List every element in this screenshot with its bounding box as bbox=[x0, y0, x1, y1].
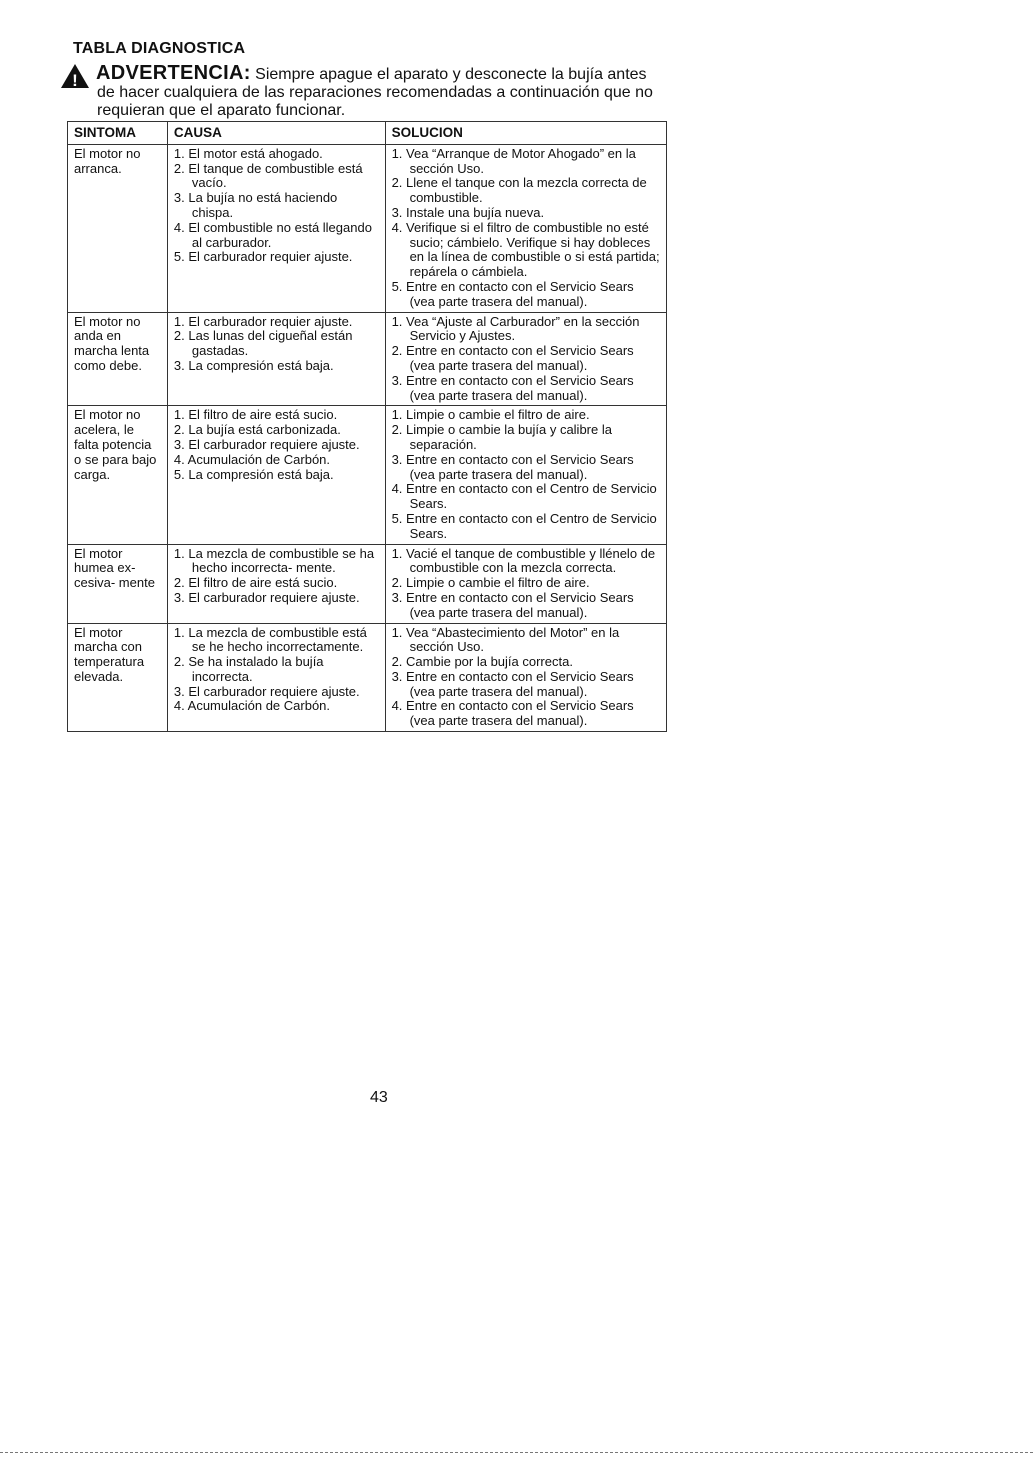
causa-item-text: 2. Se ha instalado la bujía incorrecta. bbox=[173, 654, 324, 684]
causa-item-text: 5. El carburador requier ajuste. bbox=[173, 249, 353, 265]
solucion-item-text: 2. Limpie o cambie el filtro de aire. bbox=[391, 575, 590, 591]
solucion-item bbox=[392, 576, 661, 591]
causa-item-text: 2. El filtro de aire está sucio. bbox=[173, 575, 338, 591]
causa-item-text: 4. El combustible no está llegando al carburador. bbox=[173, 219, 372, 250]
causa-item bbox=[174, 221, 380, 251]
solucion-item-text: 4. Entre en contacto con el Servicio Sears (vea parte trasera del manual). bbox=[391, 698, 634, 729]
causa-item bbox=[174, 547, 380, 577]
sintoma-cell: El motor no arranca. bbox=[68, 144, 168, 312]
solucion-item-text: 4. Verifique si el filtro de combustible no esté sucio; cámbielo. Verifique si hay dobleces en la línea de combustible o si está partida; repárela o cámbiela. bbox=[391, 219, 660, 280]
sintoma-cell: El motor humea ex- cesiva- mente bbox=[68, 544, 168, 623]
causa-item-text: 1. El carburador requier ajuste. bbox=[173, 313, 353, 329]
table-row bbox=[68, 312, 667, 406]
sintoma-cell: El motor no anda en marcha lenta como debe. bbox=[68, 312, 168, 406]
causa-item bbox=[174, 453, 380, 468]
causa-item bbox=[174, 147, 380, 162]
causa-cell bbox=[167, 544, 385, 623]
solucion-item bbox=[392, 374, 661, 404]
solucion-item bbox=[392, 482, 661, 512]
warning-triangle-icon bbox=[60, 63, 90, 89]
causa-item bbox=[174, 329, 380, 359]
causa-item bbox=[174, 626, 380, 656]
solucion-item-text: 5. Entre en contacto con el Servicio Sears (vea parte trasera del manual). bbox=[391, 278, 634, 309]
solucion-item-text: 3. Entre en contacto con el Servicio Sears (vea parte trasera del manual). bbox=[391, 668, 634, 699]
solucion-item bbox=[392, 408, 661, 423]
table-header-row bbox=[68, 122, 667, 145]
causa-item-text: 1. La mezcla de combustible está se he hecho incorrectamente. bbox=[173, 624, 367, 655]
page-cut-line bbox=[0, 1452, 1033, 1453]
causa-cell bbox=[167, 623, 385, 732]
solucion-item-text: 3. Instale una bujía nueva. bbox=[391, 204, 545, 220]
causa-item-text: 3. El carburador requiere ajuste. bbox=[173, 436, 360, 452]
header-causa: CAUSA bbox=[167, 122, 385, 145]
warning-first-line bbox=[96, 62, 647, 85]
solucion-item-text: 1. Limpie o cambie el filtro de aire. bbox=[391, 407, 590, 423]
causa-item-text: 4. Acumulación de Carbón. bbox=[173, 451, 331, 467]
solucion-item bbox=[392, 670, 661, 700]
solucion-item-text: 1. Vea “Abastecimiento del Motor” en la sección Uso. bbox=[391, 624, 620, 655]
table-body bbox=[68, 144, 667, 731]
causa-item bbox=[174, 423, 380, 438]
solucion-item-text: 2. Entre en contacto con el Servicio Sears (vea parte trasera del manual). bbox=[391, 343, 634, 373]
causa-item-text: 3. La bujía no está haciendo chispa. bbox=[173, 190, 338, 220]
causa-item-text: 3. El carburador requiere ajuste. bbox=[173, 589, 360, 605]
solucion-item-text: 1. Vacié el tanque de combustible y llénelo de combustible con la mezcla correcta. bbox=[391, 545, 656, 576]
causa-item-text: 1. El motor está ahogado. bbox=[173, 145, 323, 161]
table-row bbox=[68, 623, 667, 732]
solucion-item bbox=[392, 655, 661, 670]
solucion-item bbox=[392, 280, 661, 310]
solucion-item-text: 5. Entre en contacto con el Centro de Servicio Sears. bbox=[391, 510, 657, 541]
causa-item bbox=[174, 468, 380, 483]
sintoma-cell: El motor no acelera, le falta potencia o se para bajo carga. bbox=[68, 406, 168, 544]
header-sintoma: SINTOMA bbox=[68, 122, 168, 145]
causa-item bbox=[174, 250, 380, 265]
causa-item bbox=[174, 408, 380, 423]
causa-cell bbox=[167, 144, 385, 312]
table-header bbox=[68, 122, 667, 145]
solucion-item bbox=[392, 344, 661, 374]
solucion-item bbox=[392, 315, 661, 345]
causa-item-text: 2. El tanque de combustible está vacío. bbox=[173, 160, 363, 191]
solucion-item bbox=[392, 626, 661, 656]
solucion-cell bbox=[385, 312, 666, 406]
causa-cell bbox=[167, 406, 385, 544]
causa-item-text: 3. La compresión está baja. bbox=[173, 357, 334, 373]
table-row bbox=[68, 406, 667, 544]
causa-item-text: 3. El carburador requiere ajuste. bbox=[173, 683, 360, 699]
solucion-item-text: 1. Vea “Ajuste al Carburador” en la sección Servicio y Ajustes. bbox=[391, 313, 640, 344]
solucion-cell bbox=[385, 623, 666, 732]
warning-label: ADVERTENCIA: bbox=[96, 62, 251, 84]
solucion-cell bbox=[385, 144, 666, 312]
diagnostic-table bbox=[67, 121, 667, 732]
table-row bbox=[68, 544, 667, 623]
causa-item bbox=[174, 685, 380, 700]
solucion-item-text: 3. Entre en contacto con el Servicio Sears (vea parte trasera del manual). bbox=[391, 451, 634, 482]
causa-item bbox=[174, 576, 380, 591]
causa-item-text: 5. La compresión está baja. bbox=[173, 466, 334, 482]
solucion-item bbox=[392, 591, 661, 621]
header-solucion: SOLUCION bbox=[385, 122, 666, 145]
solucion-item bbox=[392, 423, 661, 453]
solucion-item-text: 4. Entre en contacto con el Centro de Servicio Sears. bbox=[391, 481, 657, 512]
solucion-item bbox=[392, 206, 661, 221]
causa-cell bbox=[167, 312, 385, 406]
causa-item-text: 2. Las lunas del cigueñal están gastadas. bbox=[173, 328, 353, 359]
solucion-item bbox=[392, 547, 661, 577]
warning-text-rest: de hacer cualquiera de las reparaciones recomendadas a continuación que no requieran que el aparato funcionar. bbox=[97, 84, 653, 119]
causa-item bbox=[174, 315, 380, 330]
page-number: 43 bbox=[370, 1089, 388, 1106]
causa-item bbox=[174, 699, 380, 714]
solucion-item bbox=[392, 699, 661, 729]
causa-item bbox=[174, 162, 380, 192]
page-title: TABLA DIAGNOSTICA bbox=[73, 40, 246, 57]
solucion-item-text: 2. Llene el tanque con la mezcla correcta de combustible. bbox=[391, 175, 647, 206]
solucion-item-text: 1. Vea “Arranque de Motor Ahogado” en la sección Uso. bbox=[391, 145, 636, 176]
causa-item bbox=[174, 655, 380, 685]
table-row bbox=[68, 144, 667, 312]
causa-item-text: 4. Acumulación de Carbón. bbox=[173, 698, 331, 714]
solucion-item bbox=[392, 453, 661, 483]
svg-text:!: ! bbox=[72, 71, 78, 89]
causa-item bbox=[174, 191, 380, 221]
sintoma-cell: El motor marcha con temperatura elevada. bbox=[68, 623, 168, 732]
causa-item-text: 1. El filtro de aire está sucio. bbox=[173, 407, 338, 423]
solucion-item-text: 3. Entre en contacto con el Servicio Sears (vea parte trasera del manual). bbox=[391, 589, 634, 620]
solucion-item bbox=[392, 176, 661, 206]
solucion-item bbox=[392, 147, 661, 177]
solucion-item-text: 2. Limpie o cambie la bujía y calibre la separación. bbox=[391, 422, 612, 452]
causa-item-text: 1. La mezcla de combustible se ha hecho incorrecta- mente. bbox=[173, 545, 375, 576]
causa-item-text: 2. La bujía está carbonizada. bbox=[173, 422, 341, 438]
causa-item bbox=[174, 438, 380, 453]
solucion-item-text: 2. Cambie por la bujía correcta. bbox=[391, 654, 573, 670]
solucion-item-text: 3. Entre en contacto con el Servicio Sears (vea parte trasera del manual). bbox=[391, 372, 634, 403]
causa-item bbox=[174, 591, 380, 606]
causa-item bbox=[174, 359, 380, 374]
solucion-item bbox=[392, 221, 661, 280]
solucion-cell bbox=[385, 406, 666, 544]
warning-text-line1: Siempre apague el aparato y desconecte la bujía antes bbox=[255, 66, 647, 83]
solucion-item bbox=[392, 512, 661, 542]
solucion-cell bbox=[385, 544, 666, 623]
